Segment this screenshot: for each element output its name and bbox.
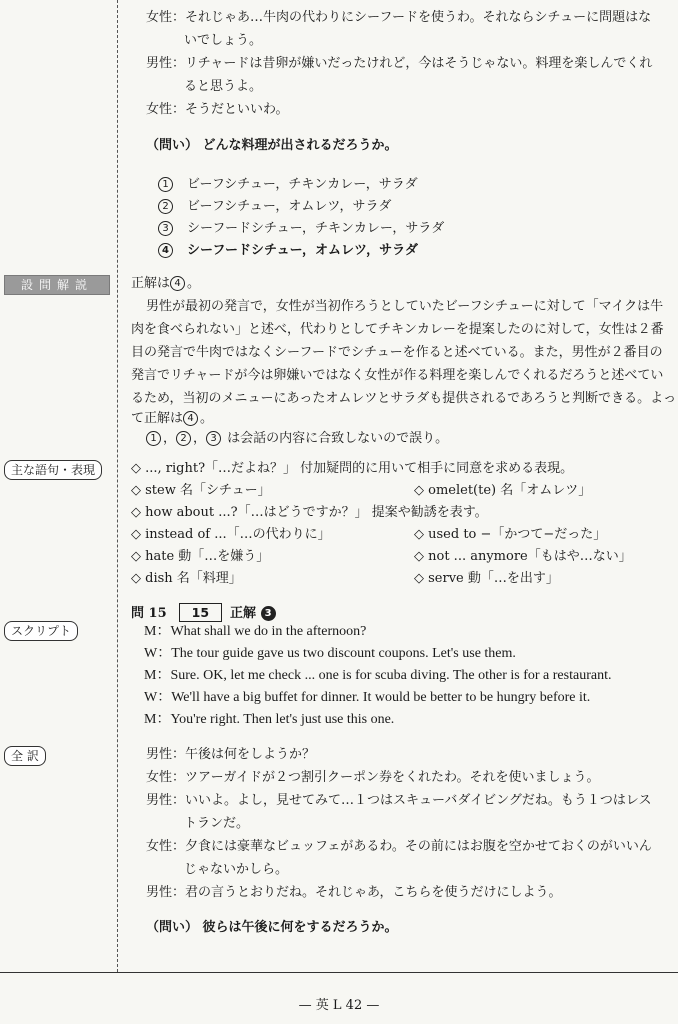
circled-number: 1 — [158, 177, 173, 192]
explanation-line: 発言でリチャードが今は卵嫌いではなく女性が作る料理を楽しんでくれるだろうと述べてい — [131, 368, 664, 383]
translation-tag: 全 訳 — [4, 746, 46, 766]
expression-item: ◇ stew 名「シチュー」 — [131, 483, 271, 498]
script-line: M：What shall we do in the afternoon? — [144, 624, 367, 639]
script-line: M：You're right. Then let's just use this one. — [144, 712, 395, 727]
circled-number: 1 — [146, 431, 161, 446]
q15-header: 問 15 15 正解 3 — [131, 603, 278, 625]
page-number: — 英 L 42 — — [298, 998, 380, 1013]
expression-item: ◇ ..., right?「…だよね？」 付加疑問的に用いて相手に同意を求める表現。 — [131, 461, 574, 476]
translation-line: 女性：ツアーガイドが２つ割引クーポン券をくれたわ。それを使いましょう。 — [146, 770, 600, 785]
expression-item: ◇ serve 動「…を出す」 — [414, 571, 559, 586]
expression-item: ◇ used to −「かつて−だった」 — [414, 527, 607, 542]
script-line: M：Sure. OK, let me check ... one is for scuba diving. The other is for a restaurant. — [144, 668, 612, 683]
translation-line: 女性：夕食には豪華なビュッフェがあるわ。その前にはお腹を空かせておくのがいいん — [146, 839, 652, 854]
explanation-line: 肉を食べられない」と述べ，代わりとしてチキンカレーを提案したのに対して，女性は２番 — [131, 322, 664, 337]
explanation-line: て正解は 4 。 — [131, 411, 214, 426]
question-15: （問い） 彼らは午後に何をするだろうか。 — [146, 920, 398, 935]
circled-number: 4 — [183, 411, 198, 426]
option-3: 3 シーフードシチュー，チキンカレー，サラダ — [158, 218, 444, 240]
translation-line: 男性：君の言うとおりだね。それじゃあ，こちらを使うだけにしよう。 — [146, 885, 562, 900]
expression-item: ◇ dish 名「料理」 — [131, 571, 242, 586]
margin-divider — [117, 0, 118, 972]
circled-number: 4 — [170, 276, 185, 291]
translation-line: 男性：午後は何をしようか？ — [146, 747, 316, 762]
circled-number: 3 — [158, 221, 173, 236]
dialog-line: 男性：リチャードは昔卵が嫌いだったけれど，今はそうじゃない。料理を楽しんでくれ — [146, 56, 653, 71]
script-line: W：The tour guide gave us two discount coupons. Let's use them. — [144, 646, 516, 661]
dialog-line: 女性：それじゃあ…牛肉の代わりにシーフードを使うわ。それならシチューに問題はな — [146, 10, 652, 25]
translation-line-cont: トランだ。 — [184, 816, 250, 831]
expression-item: ◇ hate 動「…を嫌う」 — [131, 549, 270, 564]
expression-item: ◇ omelet(te) 名「オムレツ」 — [414, 483, 592, 498]
explanation-tag: 設問解説 — [4, 275, 110, 295]
explanation-line: 目の発言で牛肉ではなくシーフードでシチューを作ると述べている。また，男性が２番目の — [131, 345, 663, 360]
script-line: W：We'll have a big buffet for dinner. It would be better to be hungry before it. — [144, 690, 591, 705]
circled-number: 3 — [206, 431, 221, 446]
explanation-line: るため，当初のメニューにあったオムレツとサラダも提供されるであろうと判断できる。よっ — [131, 391, 677, 406]
explanation-line: 男性が最初の発言で，女性が当初作ろうとしていたビーフシチューに対して「マイクは牛 — [146, 299, 664, 314]
expression-item: ◇ how about ...?「…はどうですか？」 提案や勧誘を表す。 — [131, 505, 488, 520]
expression-item: ◇ instead of ...「…の代わりに」 — [131, 527, 331, 542]
circled-number: 4 — [158, 243, 173, 258]
expressions-tag: 主な語句・表現 — [4, 460, 102, 480]
circled-number: 2 — [158, 199, 173, 214]
option-4: 4 シーフードシチュー，オムレツ，サラダ — [158, 240, 418, 262]
option-2: 2 ビーフシチュー，オムレツ，サラダ — [158, 196, 391, 218]
wrong-options-line: 1 ， 2 ， 3 は会話の内容に合致しないので誤り。 — [146, 428, 448, 450]
dialog-line-cont: いでしょう。 — [184, 33, 263, 48]
footer-rule — [0, 972, 678, 973]
dialog-line: 女性：そうだといいわ。 — [146, 102, 289, 117]
circled-number: 3 — [261, 606, 276, 621]
script-tag: スクリプト — [4, 621, 78, 641]
translation-line: 男性：いいよ。よし，見せてみて…１つはスキューバダイビングだね。もう１つはレス — [146, 793, 652, 808]
dialog-line-cont: ると思うよ。 — [184, 79, 263, 94]
answer-line: 正解は 4 。 — [131, 276, 201, 291]
option-1: 1 ビーフシチュー，チキンカレー，サラダ — [158, 174, 418, 196]
expression-item: ◇ not ... anymore「もはや…ない」 — [414, 549, 632, 564]
circled-number: 2 — [176, 431, 191, 446]
question-14: （問い） どんな料理が出されるだろうか。 — [146, 138, 398, 153]
translation-line-cont: じゃないかしら。 — [184, 862, 289, 877]
answer-box: 15 — [179, 603, 222, 622]
